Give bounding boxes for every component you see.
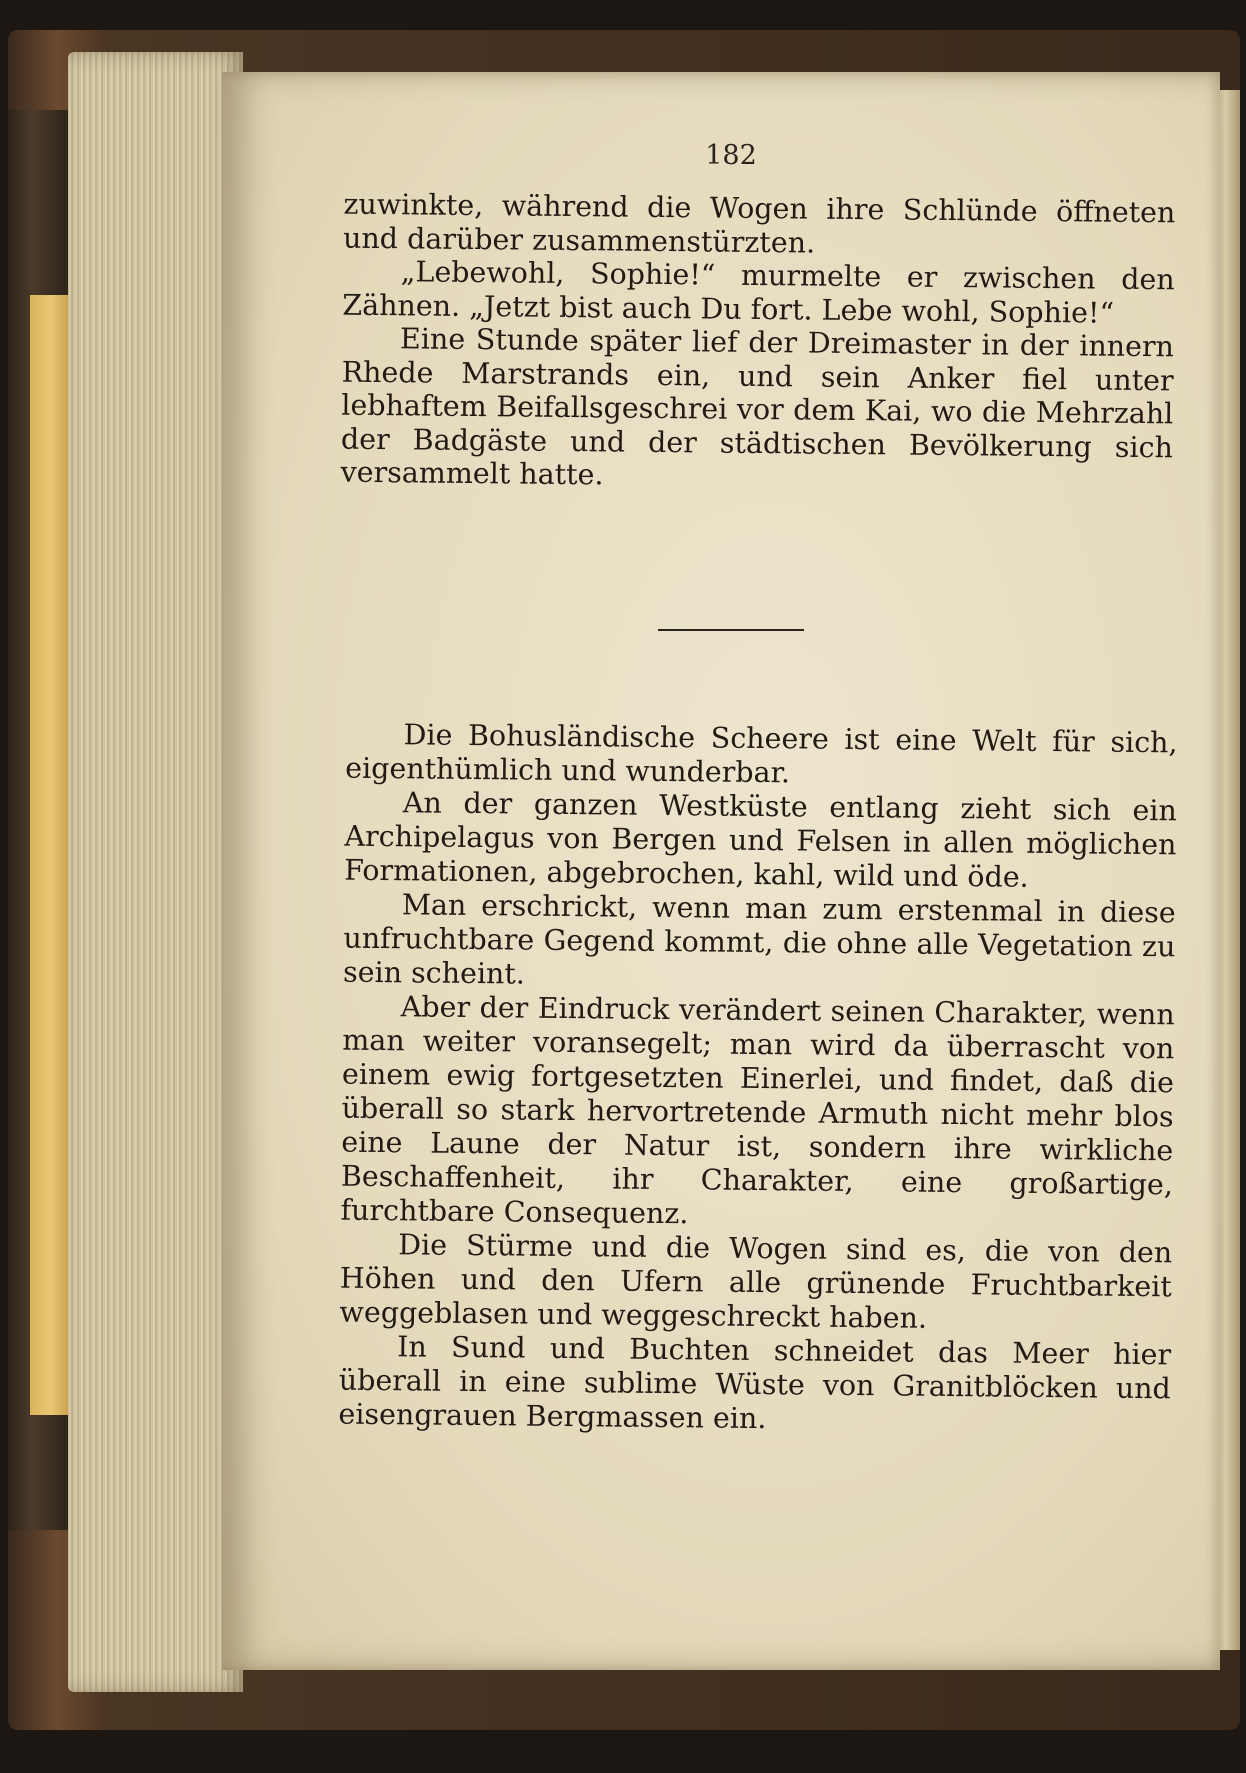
- paragraph: Aber der Eindruck verändert seinen Charakter, wenn man weiter voransegelt; man wird da überrascht von einem ewig fortgesetzten Einerlei, und findet, daß die überall so stark hervortretende Armuth nicht mehr blos eine Laune der Natur ist, sondern ihre wirkliche Beschaffenheit, ihr Charakter, eine großartige, furchtbare Consequenz.: [340, 990, 1175, 1231]
- book-page: [222, 72, 1220, 1670]
- text-section-top: [340, 188, 1175, 498]
- paragraph: „Lebewohl, Sophie!“ murmelte er zwischen den Zähnen. „Jetzt bist auch Du fort. Lebe wohl, Sophie!“: [342, 255, 1175, 330]
- page-edges: [68, 52, 243, 1692]
- paragraph: Die Bohusländische Scheere ist eine Welt für sich, eigenthümlich und wunderbar.: [345, 718, 1178, 790]
- paragraph: zuwinkte, während die Wogen ihre Schlünde öffneten und darüber zusammenstürzten.: [342, 187, 1176, 260]
- bookmark-ribbon: [30, 295, 70, 1415]
- paragraph: Eine Stunde später lief der Dreimaster in der innern Rhede Marstrands ein, und sein Anker fiel unter lebhaftem Beifallsgeschrei vor dem Kai, wo die Mehrzahl der Badgäste und der städtischen Bevölkerung sich versammelt hatte.: [340, 322, 1175, 492]
- text-section-bottom: [338, 718, 1177, 1441]
- paragraph: In Sund und Buchten schneidet das Meer hier überall in eine sublime Wüste von Granitblöcken und eisengrauen Bergmassen ein.: [338, 1330, 1172, 1436]
- section-divider: [658, 629, 804, 631]
- paragraph: An der ganzen Westküste entlang zieht sich ein Archipelagus von Bergen und Felsen in allen möglichen Formationen, abgebrochen, kahl, wild und öde.: [343, 786, 1178, 894]
- paragraph: Man erschrickt, wenn man zum erstenmal in diese unfruchtbare Gegend kommt, die ohne alle Vegetation zu sein scheint.: [342, 888, 1176, 991]
- paragraph: Die Stürme und die Wogen sind es, die von den Höhen und den Ufern alle grünende Fruchtbarkeit weggeblasen und weggeschreckt haben.: [339, 1228, 1173, 1335]
- page-number: 182: [705, 140, 757, 171]
